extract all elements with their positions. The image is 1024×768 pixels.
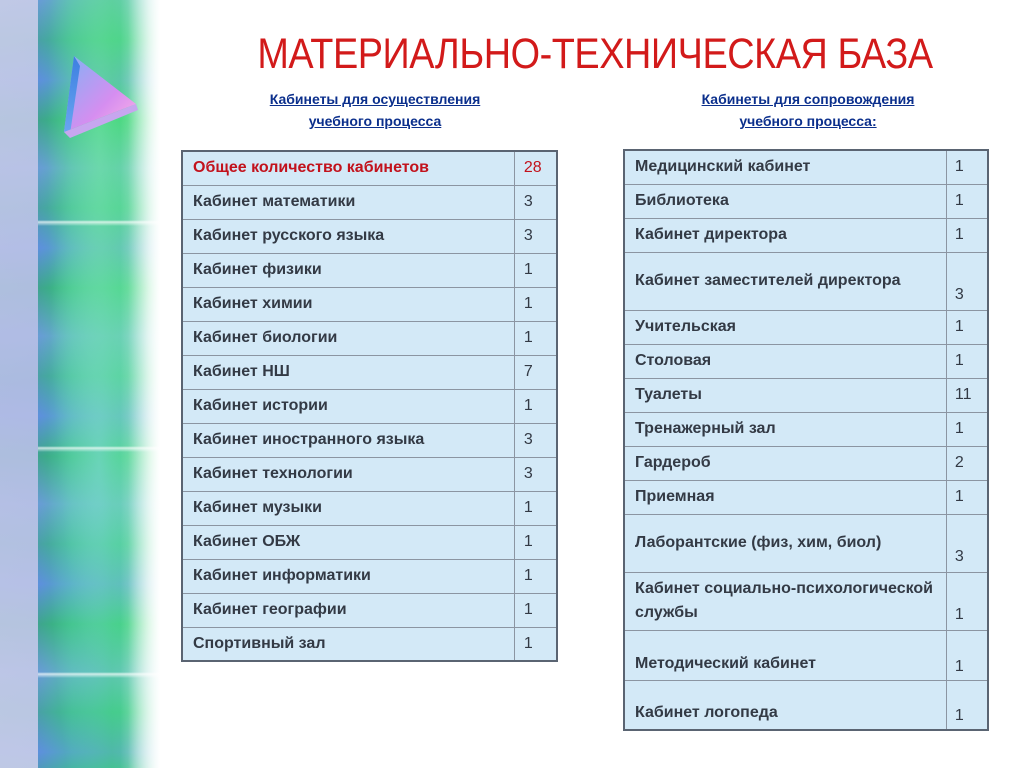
room-count: 28 bbox=[514, 151, 557, 185]
table-row bbox=[624, 218, 988, 252]
room-name: Кабинет физики bbox=[182, 253, 514, 287]
room-name: Столовая bbox=[624, 344, 946, 378]
room-name: Кабинет логопеда bbox=[624, 680, 946, 730]
table-row bbox=[182, 491, 557, 525]
room-name: Кабинет музыки bbox=[182, 491, 514, 525]
left-section-heading bbox=[200, 88, 550, 132]
table-row bbox=[624, 412, 988, 446]
room-count: 1 bbox=[514, 627, 557, 661]
room-name: Кабинет НШ bbox=[182, 355, 514, 389]
room-count: 1 bbox=[946, 572, 988, 630]
room-name: Кабинет директора bbox=[624, 218, 946, 252]
right-heading-line2: учебного процесса: bbox=[739, 113, 877, 129]
room-count: 1 bbox=[514, 593, 557, 627]
table-row bbox=[182, 219, 557, 253]
room-name: Гардероб bbox=[624, 446, 946, 480]
educational-rooms-table bbox=[181, 150, 558, 662]
room-count: 3 bbox=[946, 514, 988, 572]
room-count: 2 bbox=[946, 446, 988, 480]
room-name: Кабинет заместителей директора bbox=[624, 252, 946, 310]
room-name: Приемная bbox=[624, 480, 946, 514]
left-heading-line1: Кабинеты для осуществления bbox=[269, 91, 481, 107]
triangle-logo-icon bbox=[60, 52, 140, 140]
room-count: 1 bbox=[946, 480, 988, 514]
room-name: Кабинет биологии bbox=[182, 321, 514, 355]
table-row bbox=[624, 252, 988, 310]
table-row bbox=[624, 446, 988, 480]
table-row bbox=[624, 310, 988, 344]
table-row bbox=[182, 457, 557, 491]
room-name: Кабинет иностранного языка bbox=[182, 423, 514, 457]
room-count: 7 bbox=[514, 355, 557, 389]
room-name: Кабинет химии bbox=[182, 287, 514, 321]
table-row bbox=[182, 627, 557, 661]
table-row bbox=[182, 253, 557, 287]
room-name: Кабинет ОБЖ bbox=[182, 525, 514, 559]
table-row bbox=[624, 378, 988, 412]
room-name: Кабинет социально-психологической службы bbox=[624, 572, 946, 630]
room-count: 3 bbox=[514, 185, 557, 219]
room-name: Кабинет информатики bbox=[182, 559, 514, 593]
table-row bbox=[624, 572, 988, 630]
table-row bbox=[624, 480, 988, 514]
table-row bbox=[624, 150, 988, 184]
room-count: 1 bbox=[514, 287, 557, 321]
left-heading-line2: учебного процесса bbox=[308, 113, 442, 129]
room-name: Лаборантские (физ, хим, биол) bbox=[624, 514, 946, 572]
room-name: Кабинет географии bbox=[182, 593, 514, 627]
room-count: 1 bbox=[514, 491, 557, 525]
room-count: 1 bbox=[514, 559, 557, 593]
room-count: 1 bbox=[514, 525, 557, 559]
room-count: 1 bbox=[946, 412, 988, 446]
table-row bbox=[182, 321, 557, 355]
room-name: Учительская bbox=[624, 310, 946, 344]
room-name: Тренажерный зал bbox=[624, 412, 946, 446]
room-name: Медицинский кабинет bbox=[624, 150, 946, 184]
right-heading-line1: Кабинеты для сопровождения bbox=[701, 91, 915, 107]
room-name: Кабинет истории bbox=[182, 389, 514, 423]
room-count: 3 bbox=[514, 457, 557, 491]
room-count: 1 bbox=[946, 310, 988, 344]
table-row bbox=[624, 344, 988, 378]
room-name: Общее количество кабинетов bbox=[182, 151, 514, 185]
table-row bbox=[624, 514, 988, 572]
room-count: 3 bbox=[514, 423, 557, 457]
table-row bbox=[182, 559, 557, 593]
room-count: 1 bbox=[514, 321, 557, 355]
table-row bbox=[182, 423, 557, 457]
table-row bbox=[624, 184, 988, 218]
table-row bbox=[182, 389, 557, 423]
room-name: Методический кабинет bbox=[624, 630, 946, 680]
room-name: Кабинет русского языка bbox=[182, 219, 514, 253]
room-count: 1 bbox=[946, 344, 988, 378]
room-count: 1 bbox=[946, 150, 988, 184]
table-row bbox=[182, 287, 557, 321]
room-count: 11 bbox=[946, 378, 988, 412]
room-name: Кабинет технологии bbox=[182, 457, 514, 491]
room-name: Библиотека bbox=[624, 184, 946, 218]
room-name: Туалеты bbox=[624, 378, 946, 412]
room-count: 3 bbox=[946, 252, 988, 310]
table-row bbox=[182, 525, 557, 559]
room-count: 1 bbox=[946, 218, 988, 252]
page-title: МАТЕРИАЛЬНО-ТЕХНИЧЕСКАЯ БАЗА bbox=[257, 30, 933, 78]
table-row bbox=[624, 630, 988, 680]
room-count: 1 bbox=[946, 680, 988, 730]
room-count: 3 bbox=[514, 219, 557, 253]
table-row bbox=[182, 185, 557, 219]
room-name: Спортивный зал bbox=[182, 627, 514, 661]
table-row-total bbox=[182, 151, 557, 185]
right-section-heading bbox=[628, 88, 988, 132]
table-row bbox=[182, 593, 557, 627]
room-count: 1 bbox=[514, 389, 557, 423]
room-name: Кабинет математики bbox=[182, 185, 514, 219]
support-rooms-table bbox=[623, 149, 989, 731]
room-count: 1 bbox=[514, 253, 557, 287]
room-count: 1 bbox=[946, 184, 988, 218]
table-row bbox=[182, 355, 557, 389]
table-row bbox=[624, 680, 988, 730]
room-count: 1 bbox=[946, 630, 988, 680]
